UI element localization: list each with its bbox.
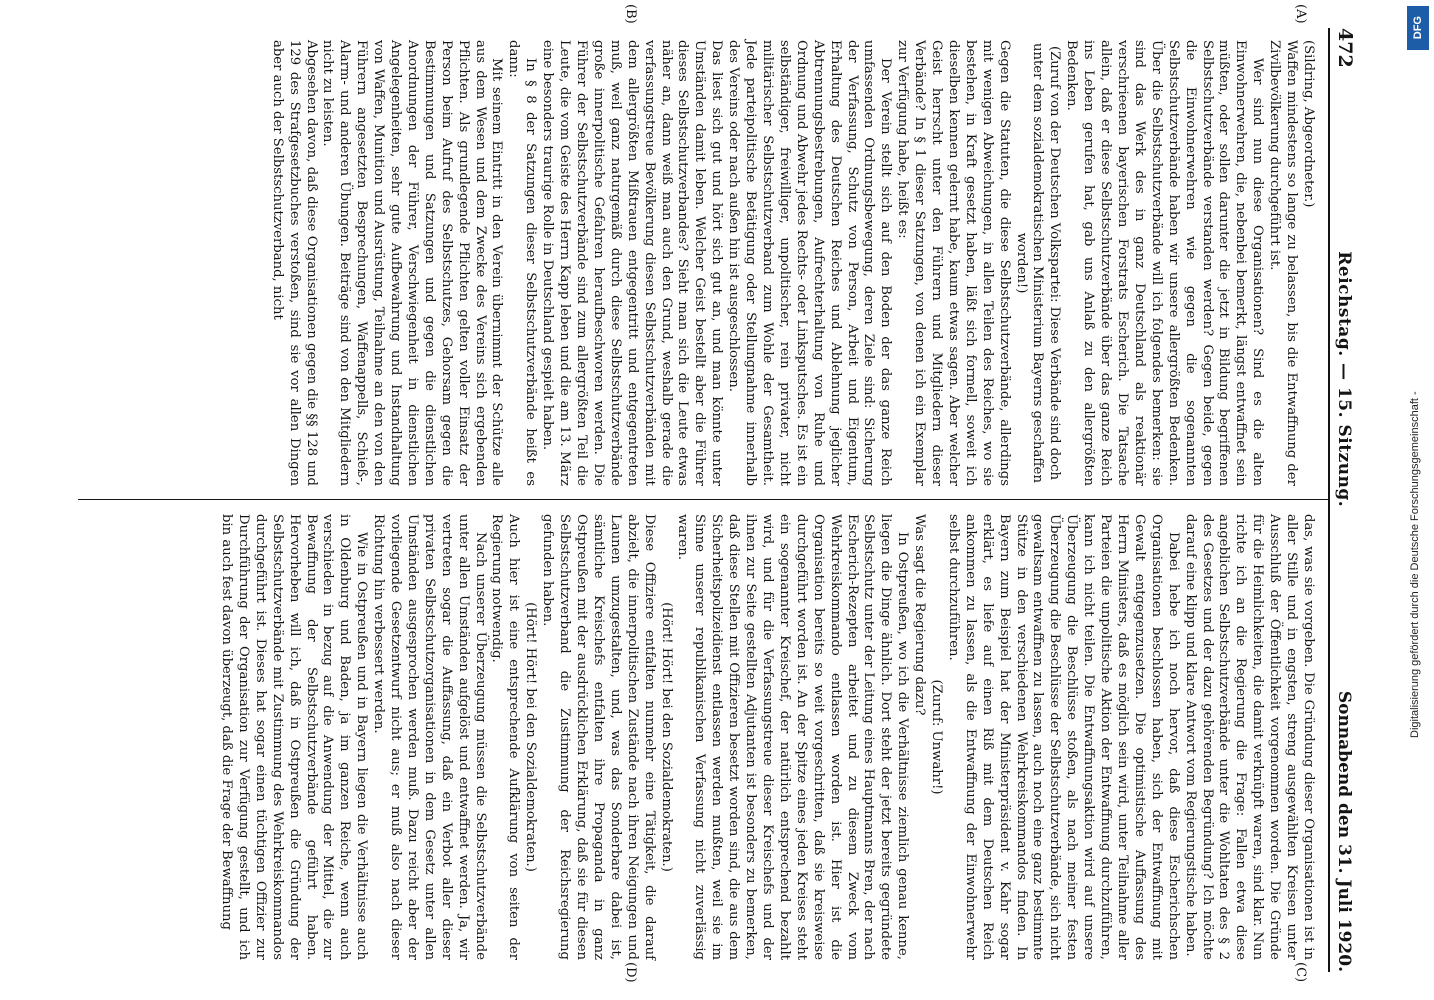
session-date: Sonnabend den 31. Juli 1920. [1334,690,1354,972]
margin-letter-d: (D) [623,962,638,983]
quotation: Der Verein stellt sich auf den Boden der das ganze Reich umfassenden Ordnungsbewegung, deren Ziele sind: Sicherung der Verfassung, Schutz von Person, Arbeit und Eigentum, Erhaltung des Deutschen Reiches und Ablehnung jeglicher Abtrennungsbestrebungen, Aufrechterhaltung von Ruhe und Ordnung und Abwehr jedes Rechts- oder Linksputsches. Es ist ein selbständiger, freiwilliger, unpolitischer, rein privater, nicht militärischer Selbstschutzverband zum Wohle der Gesamtheit. Jede parteipolitische Betätigung oder Stellungnahme innerhalb des Vereins oder nach außen hin ist ausgeschlossen. [726,40,894,486]
margin-letter-c: (C) [1293,962,1308,983]
document-page [68,0,1368,1000]
paragraph: Dabei hebe ich noch hervor, daß diese Escherichschen Organisationen beschlossen haben, sich der Entwaffnung mit Gewalt entgegenzusetzen. Die optimistische Auffassung des Herrn Ministers, daß es möglich sein wird, unter Teilnahme aller Parteien die unpolitische Aktion der Entwaffnung durchzuführen, kann ich nicht teilen. Die Entwaffnungsaktion wird auf unsere Überzeugung die Beschlüsse stoßen, als nach meiner festen Überzeugung die Beschlüsse der Selbstschutzverbände, sich nicht gewaltsam entwaffnen zu lassen, auch noch eine ganz bestimmte Stütze in den verschiedenen Wehrkreiskommandos finden. In Bayern zum Beispiel hat der Ministerpräsident v. Kahr sogar erklärt, es liefe auf einen Riß mit dem Deutschen Reich ankommen zu lassen, als die Entwaffnung der Einwohnerwehr selbst durchzuführen. [945,514,1181,960]
paragraph: Diese Offiziere entfalten nunmehr eine Tätigkeit, die darauf abzielt, die innerpolitischen Zustände nach ihren Neigungen und Launen umzugestalten, und, was das Sonderbare dabei ist, sämtliche Kreischefs entfalten ihre Propaganda in ganz Ostpreußen mit der ausdrücklichen Erklärung, daß sie für diesen Selbstschutzverband die Zustimmung der Reichsregierung gefunden haben. [540,514,657,960]
margin-letter-a: (A) [1293,4,1308,24]
quotation: Mit seinem Eintritt in den Verein übernimmt der Schütze alle aus dem Wesen und dem Zwecke des Vereins sich ergebenden Pflichten. Als grundlegende Pflichten gelten voller Einsatz der Person beim Aufruf des Selbstschutzes, Gehorsam gegen die Bestimmungen und Satzungen und gegen die dienstlichen Anordnungen der Führer, Verschwiegenheit in dienstlichen Angelegenheiten, sehr gute Aufbewahrung und Instandhaltung von Waffen, Munition und Ausrüstung, Teilnahme an den von den Führern angesetzten Besprechungen, Waffenappells, Schieß-, Alarm- und anderen Übungen. Beiträge sind von den Mitgliedern nicht zu leisten. [320,40,505,486]
page-number: 472 [1334,28,1356,68]
paragraph: Das liest sich gut und hört sich gut an, und man könnte unter Umständen damit leben. Welcher Geist bestellt aber die Führer dieses Selbstschutzverbandes? Sieht man sich die Leute etwas näher an, dann weiß man auch den Grund, weshalb gerade die verfassungstreue Bevölkerung diesen Selbstschutzverbänden mit dem allergrößten Mißtrauen entgegentritt und entgegentreten muß, weil ganz naturgemäß durch diese Selbstschutzverbände große innerpolitische Gefahren heraufbeschworen werden. Die Führer der Selbstschutzverbände sind zum allergrößten Teil die Leute, die vom Geiste des Herrn Kapp leben und die am 13. März eine besonders traurige Rolle in Deutschland gespielt haben. [540,40,725,486]
dfg-logo [1407,6,1429,50]
paragraph: das, was sie vorgeben. Die Gründung dieser Organisationen ist in aller Stille und in engsten, streng ausgewählten Kreisen unter Ausschluß der Öffentlichkeit vorgenommen worden. Die Gründe für die Heimlichkeiten, die damit verknüpft waren, sind klar. Nun richte ich an die Regierung die Frage: Fallen etwa diese angeblichen Selbstschutzverbände unter die Wohltaten des § 2 des Gesetzes und der dazu gehörenden Begründung? Ich möchte darauf eine klipp und klare Antwort vom Regierungstische haben. [1182,514,1316,960]
column-divider [78,499,1328,500]
speaker-note: (Sildring, Abgeordneter.) [1301,40,1316,208]
paragraph: Gegen die Statuten, die diese Selbstschutzverbände, allerdings mit wenigen Abweichungen, in allen Teilen des Reiches, wo sie bestehen, in Kraft gesetzt haben, läßt sich formell, soweit ich dieselben kennen gelernt habe, kaum etwas sagen. Aber welcher Geist herrscht unter den Führern und Mitgliedern dieser Verbände? In § 1 dieser Satzungen, von denen ich ein Exemplar zur Verfügung habe, heißt es: [895,40,1012,486]
paragraph: Wer sind nun diese Organisationen? Sind es die alten Einwohnerwehren, die, nebenbei bemerkt, längst entwaffnet sein müßten, oder sollen darunter die jetzt in Bildung begriffenen Selbstschutzverbände verstanden werden? Gegen beide, gegen die Einwohnerwehren wie gegen die sogenannten Selbstschutzverbände haben wir unsere allergrößten Bedenken. Über die Selbstschutzverbände will ich folgendes bemerken: sie sind das Werk des in ganz Deutschland als reaktionär verschrieenen bayerischen Forstrats Escherich. Die Tatsache allein, daß er diese Selbstschutzverbände über das ganze Reich ins Leben gerufen hat, gab uns Anlaß zu den allergrößten Bedenken. [1064,40,1266,486]
paragraph: Waffen mindestens so lange zu belassen, bis die Entwaffnung der Zivilbevölkerung durchgeführt ist. [1267,40,1300,486]
page-header [1328,28,1368,972]
interjection: (Hört! Hört! bei den Sozialdemokraten.) [523,602,539,872]
interjection: (Hört! Hört! bei den Sozialdemokraten.) [658,602,674,872]
paragraph: Nach unserer Überzeugung müssen die Selbstschutzverbände unter allen Umständen aufgelöst und entwaffnet werden. Ja, wir vertreten sogar die Auffassung, daß ein Verbot aller dieser privaten Selbstschutzorganisationen in dem Gesetz unter allen Umständen ausgesprochen werden muß. Dazu reicht aber der vorliegende Gesetzentwurf nicht aus; er muß also nach dieser Richtung hin verbessert werden. [371,514,488,960]
digitization-sidebar [1400,0,1434,1000]
session-title: Reichstag. — 15. Sitzung. [1334,251,1354,508]
paragraph: In Ostpreußen, wo ich die Verhältnisse ziemlich genau kenne, liegen die Dinge ähnlich. Dort steht der jetzt bereits gegründete Selbstschutz unter der Leitung eines Hauptmanns Bren, der nach Escherich-Rezepten arbeitet und zu diesem Zweck vom Wehrkreiskommando entlassen worden ist. Hier ist die Organisation bereits so weit vorgeschritten, daß sie kreisweise durchgeführt worden ist. An der Spitze eines jeden Kreises steht ein sogenannter Kreischef, der natürlich entsprechend bezahlt wird, und für die Verfassungstreue dieser Kreischefs und der ihnen zur Seite gestellten Adjutanten ist besonders zu bemerken, daß diese Stellen mit Offizieren besetzt worden sind, die aus dem Sicherheitspolizeidienst entlassen werden mußten, weil sie im Sinne unserer republikanischen Verfassung nicht zuverlässig waren. [675,514,911,960]
dfg-logo-text: DFG [1412,16,1424,40]
paragraph: Abgesehen davon, daß diese Organisationen gegen die §§ 128 und 129 des Strafgesetzbuches verstoßen, sind sie vor allen Dingen aber auch der Selbstschutzverband, nicht [269,40,319,486]
digitization-note: Digitalisierung gefördert durch die Deutsche Forschungsgemeinschaft - [1409,391,1421,738]
paragraph: Auch hier ist eine entsprechende Aufklärung von seiten der Regierung notwendig. [489,514,522,960]
paragraph: In § 8 der Satzungen dieser Selbstschutzverbände heißt es dann: [506,40,539,486]
interjection: (Zuruf von der Deutschen Volkspartei: Diese Verbände sind doch unter dem sozialdemokratischen Ministerium Bayerns geschaffen worden!) [1013,43,1063,483]
left-column [268,40,1316,486]
interjection: (Zuruf: Unwahr!) [929,679,945,795]
right-column [217,514,1316,960]
margin-letter-b: (B) [623,4,638,24]
paragraph: Was sagt die Regierung dazu? [912,514,928,716]
paragraph: Wie in Ostpreußen und in Bayern liegen die Verhältnisse auch in Oldenburg und Baden, ja im ganzen Reiche, wenn auch verschieden in bezug auf die Anwendung der Mittel, die zur Bewaffnung der Selbstschutzverbände geführt haben. Hervorheben will ich, daß in Ostpreußen die Gründung der Selbstschutzverbände mit Zustimmung des Wehrkreiskommandos durchgeführt ist. Dieses hat sogar einen tüchtigen Offizier zur Durchführung der Organisation zur Verfügung gestellt, und ich bin auch fest davon überzeugt, daß die Frage der Bewaffnung [219,514,370,960]
